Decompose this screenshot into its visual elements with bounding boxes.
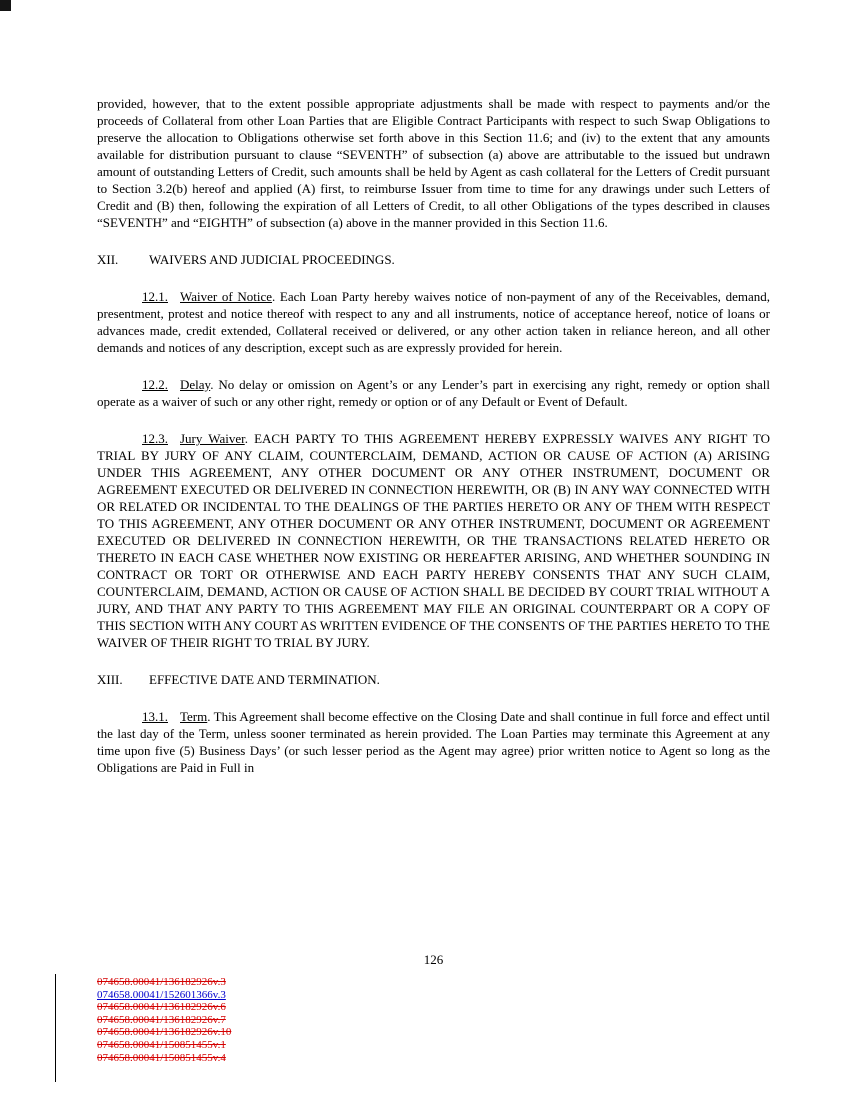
subsection-text: . EACH PARTY TO THIS AGREEMENT HEREBY EXPRESSLY WAIVES ANY RIGHT TO TRIAL BY JURY OF ANY CLAIM, COUNTERCLAIM, DEMAND, ACTION OR CAUSE OF ACTION (A) ARISING UNDER THIS AGREEMENT, ANY OTHER DOCUMENT OR ANY OTHER INSTRUMENT, DOCUMENT OR AGREEMENT EXECUTED OR DELIVERED IN CONNECTION HEREWITH, OR (B) IN ANY WAY CONNECTED WITH OR RELATED OR INCIDENTAL TO THE DEALINGS OF THE PARTIES HERETO OR ANY OF THEM WITH RESPECT TO THIS AGREEMENT, ANY OTHER DOCUMENT OR ANY OTHER INSTRUMENT, DOCUMENT OR AGREEMENT EXECUTED OR DELIVERED IN CONNECTION HEREWITH, OR THE TRANSACTIONS RELATED HERETO OR THERETO IN EACH CASE WHETHER NOW EXISTING OR HEREAFTER ARISING, AND WHETHER SOUNDING IN CONTRACT OR TORT OR OTHERWISE AND EACH PARTY HEREBY CONSENTS THAT ANY SUCH CLAIM, COUNTERCLAIM, DEMAND, ACTION OR CAUSE OF ACTION SHALL BE DECIDED BY COURT TRIAL WITHOUT A JURY, AND THAT ANY PARTY TO THIS AGREEMENT MAY FILE AN ORIGINAL COUNTERPART OR A COPY OF THIS SECTION WITH ANY COURT AS WRITTEN EVIDENCE OF THE CONSENTS OF THE PARTIES HERETO TO THE WAIVER OF THEIR RIGHT TO TRIAL BY JURY. <box>97 431 770 650</box>
version-stamp-deleted: 074658.00041/136182926v.10 <box>97 1026 232 1039</box>
subsection-12-2-delay <box>97 376 770 410</box>
subsection-title: Jury Waiver <box>180 431 245 446</box>
version-stamp-deleted: 074658.00041/136182926v.6 <box>97 1001 226 1014</box>
section-number-xii: XII. <box>97 252 119 267</box>
version-stamp-deleted: 074658.00041/136182926v.7 <box>97 1013 226 1026</box>
section-title-xii: WAIVERS AND JUDICIAL PROCEEDINGS. <box>149 252 395 267</box>
subsection-12-1-waiver-of-notice <box>97 288 770 356</box>
section-title-xiii: EFFECTIVE DATE AND TERMINATION. <box>149 672 380 687</box>
document-body <box>97 95 770 796</box>
page-number: 126 <box>423 952 444 967</box>
subsection-number: 13.1. <box>142 709 168 724</box>
paragraph-section-11-6-continuation: provided, however, that to the extent possible appropriate adjustments shall be made with respect to payments and/or the proceeds of Collateral from other Loan Parties that are Eligible Contract Participants with respect to such Swap Obligations to preserve the allocation to Obligations otherwise set forth above in this Section 11.6; and (iv) to the extent that any amounts available for distribution pursuant to clause “SEVENTH” of subsection (a) above are attributable to the issued but undrawn amount of outstanding Letters of Credit, such amounts shall be held by Agent as cash collateral for the Letters of Credit pursuant to Section 3.2(b) hereof and applied (A) first, to reimburse Issuer from time to time for any drawings under such Letters of Credit and (B) then, following the expiration of all Letters of Credit, to all other Obligations of the types described in clauses “SEVENTH” and “EIGHTH” of subsection (a) above in the manner provided in this Section 11.6. <box>97 96 770 230</box>
revision-change-bar <box>55 974 56 1082</box>
section-heading-xii <box>97 251 770 268</box>
version-stamp-deleted: 074658.00041/150851455v.1 <box>97 1038 226 1051</box>
subsection-12-3-jury-waiver <box>97 430 770 651</box>
version-stamp-deleted: 074658.00041/136182926v.3 <box>97 976 226 988</box>
subsection-number: 12.2. <box>142 377 168 392</box>
subsection-title: Term <box>180 709 208 724</box>
section-heading-xiii <box>97 671 770 688</box>
scan-artifact-corner <box>0 0 11 11</box>
version-stamp-current: 074658.00041/152601366v.3 <box>97 988 226 1001</box>
subsection-text: . No delay or omission on Agent’s or any Lender’s part in exercising any right, remedy or option shall operate as a waiver of such or any other right, remedy or option or of any Default or Event of Default. <box>97 377 770 409</box>
subsection-title: Delay <box>180 377 211 392</box>
subsection-13-1-term <box>97 708 770 776</box>
subsection-text: . Each Loan Party hereby waives notice of non-payment of any of the Receivables, demand, presentment, protest and notice thereof with respect to any and all instruments, notice of acceptance hereof, notice of loans or advances made, credit extended, Collateral received or delivered, or any other action taken in reliance hereon, and all other demands and notices of any description, except such as are expressly provided for herein. <box>97 289 770 355</box>
version-stamp-deleted: 074658.00041/150851455v.4 <box>97 1051 226 1064</box>
document-version-stamps <box>97 976 231 1064</box>
section-number-xiii: XIII. <box>97 672 123 687</box>
subsection-number: 12.1. <box>142 289 168 304</box>
subsection-title: Waiver of Notice <box>180 289 273 304</box>
subsection-number: 12.3. <box>142 431 168 446</box>
subsection-text: . This Agreement shall become effective on the Closing Date and shall continue in full force and effect until the last day of the Term, unless sooner terminated as herein provided. The Loan Parties may terminate this Agreement at any time upon five (5) Business Days’ (or such lesser period as the Agent may agree) prior written notice to Agent so long as the Obligations are Paid in Full in <box>97 709 770 775</box>
